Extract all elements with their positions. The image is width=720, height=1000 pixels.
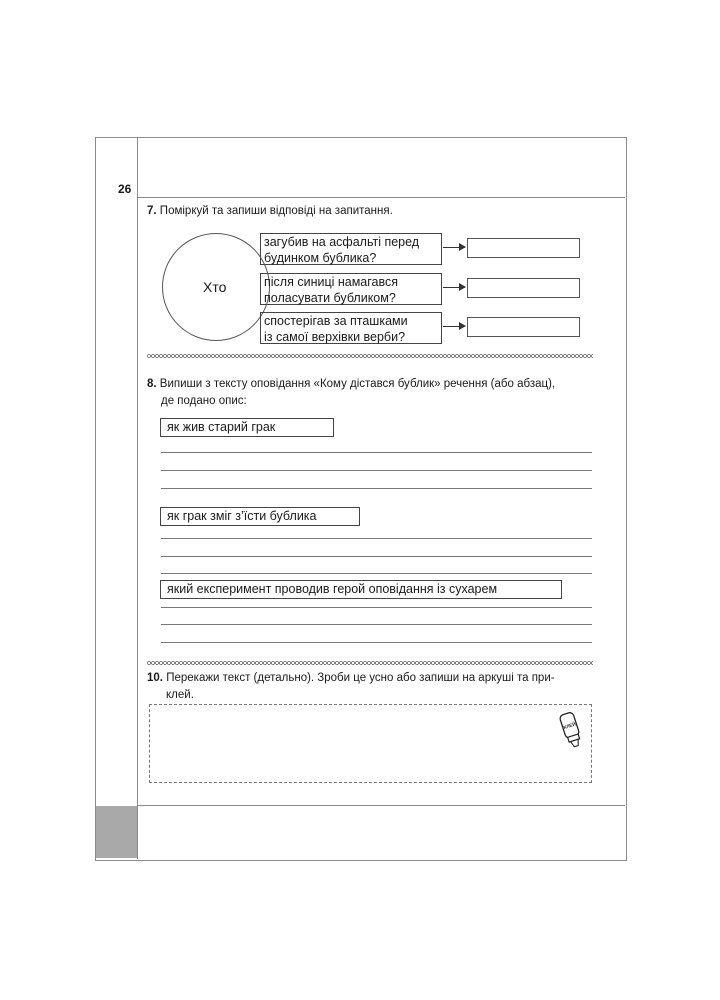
footer-rule [137, 805, 625, 806]
question-2-line1: після синиці намагався [264, 275, 399, 289]
question-1-line1: загубив на асфальті перед [264, 235, 420, 249]
writing-line[interactable] [161, 556, 592, 557]
prompt-box-3: який експеримент проводив герой оповідання із сухарем [160, 580, 562, 599]
writing-line[interactable] [161, 470, 592, 471]
page-number: 26 [118, 182, 132, 196]
glue-label: КЛЕЙ [562, 721, 577, 731]
section-divider-2 [147, 661, 593, 665]
section-divider-1 [147, 354, 593, 358]
paste-area[interactable] [149, 704, 592, 783]
header-rule [137, 197, 625, 198]
answer-box-1[interactable] [467, 238, 580, 258]
question-box-3 [260, 312, 442, 344]
writing-line[interactable] [161, 607, 592, 608]
writing-line[interactable] [161, 538, 592, 539]
task8-title-line2: де подано опис: [161, 395, 247, 407]
writing-line[interactable] [161, 573, 592, 574]
writing-line[interactable] [161, 642, 592, 643]
task10-title-line2: клей. [166, 689, 194, 701]
answer-box-3[interactable] [467, 317, 580, 337]
arrow-3 [443, 326, 465, 327]
question-2-line2: поласувати бубликом? [264, 291, 396, 305]
task8-number: 8. [147, 378, 157, 390]
arrow-2 [443, 287, 465, 288]
task7-number: 7. [147, 205, 157, 217]
task7-heading [147, 203, 393, 220]
prompt-box-1: як жив старий грак [160, 418, 334, 437]
answer-box-2[interactable] [467, 278, 580, 298]
margin-line [137, 137, 138, 859]
task10-title-line1: Перекажи текст (детально). Зроби це усно або запиши на аркуші та при- [166, 672, 555, 684]
question-box-2 [260, 273, 442, 305]
arrow-1 [443, 247, 465, 248]
question-1-line2: будинком бублика? [264, 251, 377, 265]
prompt-box-2: як грак зміг з’їсти бублика [160, 507, 360, 526]
question-3-line2: із самої верхівки верби? [264, 330, 406, 344]
who-label: Хто [203, 279, 227, 295]
writing-line[interactable] [161, 452, 592, 453]
task8-heading [147, 376, 593, 410]
glue-stick-icon [556, 710, 586, 750]
footer-gray-block [96, 806, 137, 858]
writing-line[interactable] [161, 488, 592, 489]
question-box-1 [260, 233, 442, 265]
task8-title-line1: Випиши з тексту оповідання «Кому дістався бублик» речення (або абзац), [159, 378, 556, 390]
task10-number: 10. [147, 672, 163, 684]
writing-line[interactable] [161, 624, 592, 625]
task7-title: Поміркуй та запиши відповіді на запитання. [159, 205, 393, 217]
task10-heading [147, 670, 593, 704]
question-3-line1: спостерігав за пташками [264, 314, 408, 328]
